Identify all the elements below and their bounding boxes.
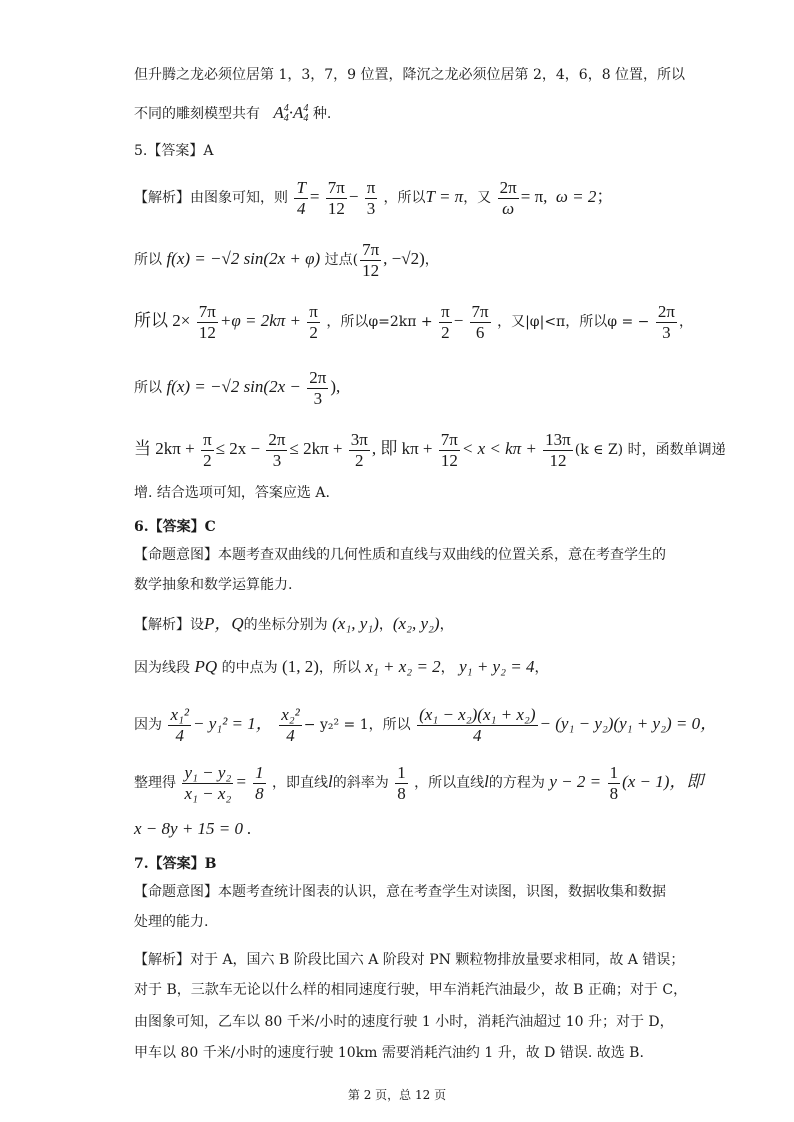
q7-intent-2: 处理的能力. [134,914,209,930]
q7-intent-1: 【命题意图】本题考查统计图表的认识，意在考查学生对读图，识图，数据收集和数据 [134,884,666,900]
q5-line4: 所以 f(x) = −√2 sin(2x − $\frac{2\pi}{3}$ ), [134,368,341,408]
para-line: 不同的雕刻模型共有 A4 4·A4 4 种. [134,103,332,125]
q6-line4: 整理得 $\frac{\text{y₁ − y₂}}{\text{x₁ − x₂}}$ = $\frac{1}{8}$ ，即直线l的斜率为 $\frac{1}{8}$ ，所以直线l的方程为 y − 2 = $\frac{1}{8}$ (x − 1)，即 [134,763,704,803]
q5-answer-header: 5.【答案】A [134,143,214,159]
q6-intent-1: 【命题意图】本题考查双曲线的几何性质和直线与双曲线的位置关系，意在考查学生的 [134,547,666,563]
q5-line6: 增. 结合选项可知，答案应选 A. [134,485,330,501]
q5-line1: 【解析】由图象可知，则 $\frac{T}{4}$ = $\frac{7\pi}{12}$ − $\frac{\pi}{3}$ ，所以T = π，又 $\frac{2\pi}{\omega}$ = π, ω = 2； [134,178,614,218]
q7-answer-header: 7.【答案】B [134,856,217,872]
q6-line1: 【解析】设P，Q的坐标分别为 (x₁, y₁)，(x₂, y₂)， [134,614,454,633]
q7-analysis-2: 对于 B，三款车无论以什么样的相同速度行驶，甲车消耗汽油最少，故 B 正确；对于 C， [134,982,688,998]
q6-line3: 因为 $\frac{\text{x₁²}}{4}$ − y₁² = 1， $\frac{\text{x₂²}}{4}$ − y₂² = 1，所以 $\frac{\text{(x₁ − x₂)(x₁ + x₂)}}{4}$ − (y₁ − y₂)(y₁ + y₂) = 0， [134,705,718,745]
permutation-expr: A4 4·A4 4 [273,103,309,125]
q6-line5: x − 8y + 15 = 0 . [134,819,252,838]
q6-line2: 因为线段 PQ 的中点为 (1, 2)，所以 x₁ + x₂ = 2， y₁ + y₂ = 4， [134,657,549,676]
page-footer: 第 2 页，总 12 页 [347,1088,447,1102]
q5-line5: 当 2kπ + $\frac{\pi}{2}$ ≤ 2x − $\frac{2\pi}{3}$ ≤ 2kπ + $\frac{3\pi}{2}$ , 即 kπ + $\frac{7\pi}{12}$ < x < kπ + $\frac{13\pi}{12}$ (k ∈ Z) 时，函数单调递 [134,430,726,470]
q7-analysis-1: 【解析】对于 A，国六 B 阶段比国六 A 阶段对 PN 颗粒物排放量要求相同，故 A 错误； [134,952,685,968]
q6-answer-header: 6.【答案】C [134,519,216,535]
q5-line2: 所以 f(x) = −√2 sin(2x + φ) 过点( $\frac{7\pi}{12}$ , −√2)， [134,240,439,280]
para-line: 但升腾之龙必须位居第 1，3，7，9 位置，降沉之龙必须位居第 2，4，6，8 位置，所以 [134,67,686,83]
q5-line3: 所以 2× $\frac{7\pi}{12}$ +φ = 2kπ + $\frac{\pi}{2}$ ，所以φ=2kπ + $\frac{\pi}{2}$ − $\frac{7\pi}{6}$ ，又|φ|<π，所以φ = − $\frac{2\pi}{3}$ ， [134,302,693,342]
q7-analysis-3: 由图象可知，乙车以 80 千米/小时的速度行驶 1 小时，消耗汽油超过 10 升；对于 D， [134,1014,674,1030]
q7-analysis-4: 甲车以 80 千米/小时的速度行驶 10km 需要消耗汽油约 1 升，故 D 错误. 故选 B. [134,1045,644,1061]
q6-intent-2: 数学抽象和数学运算能力. [134,577,293,593]
